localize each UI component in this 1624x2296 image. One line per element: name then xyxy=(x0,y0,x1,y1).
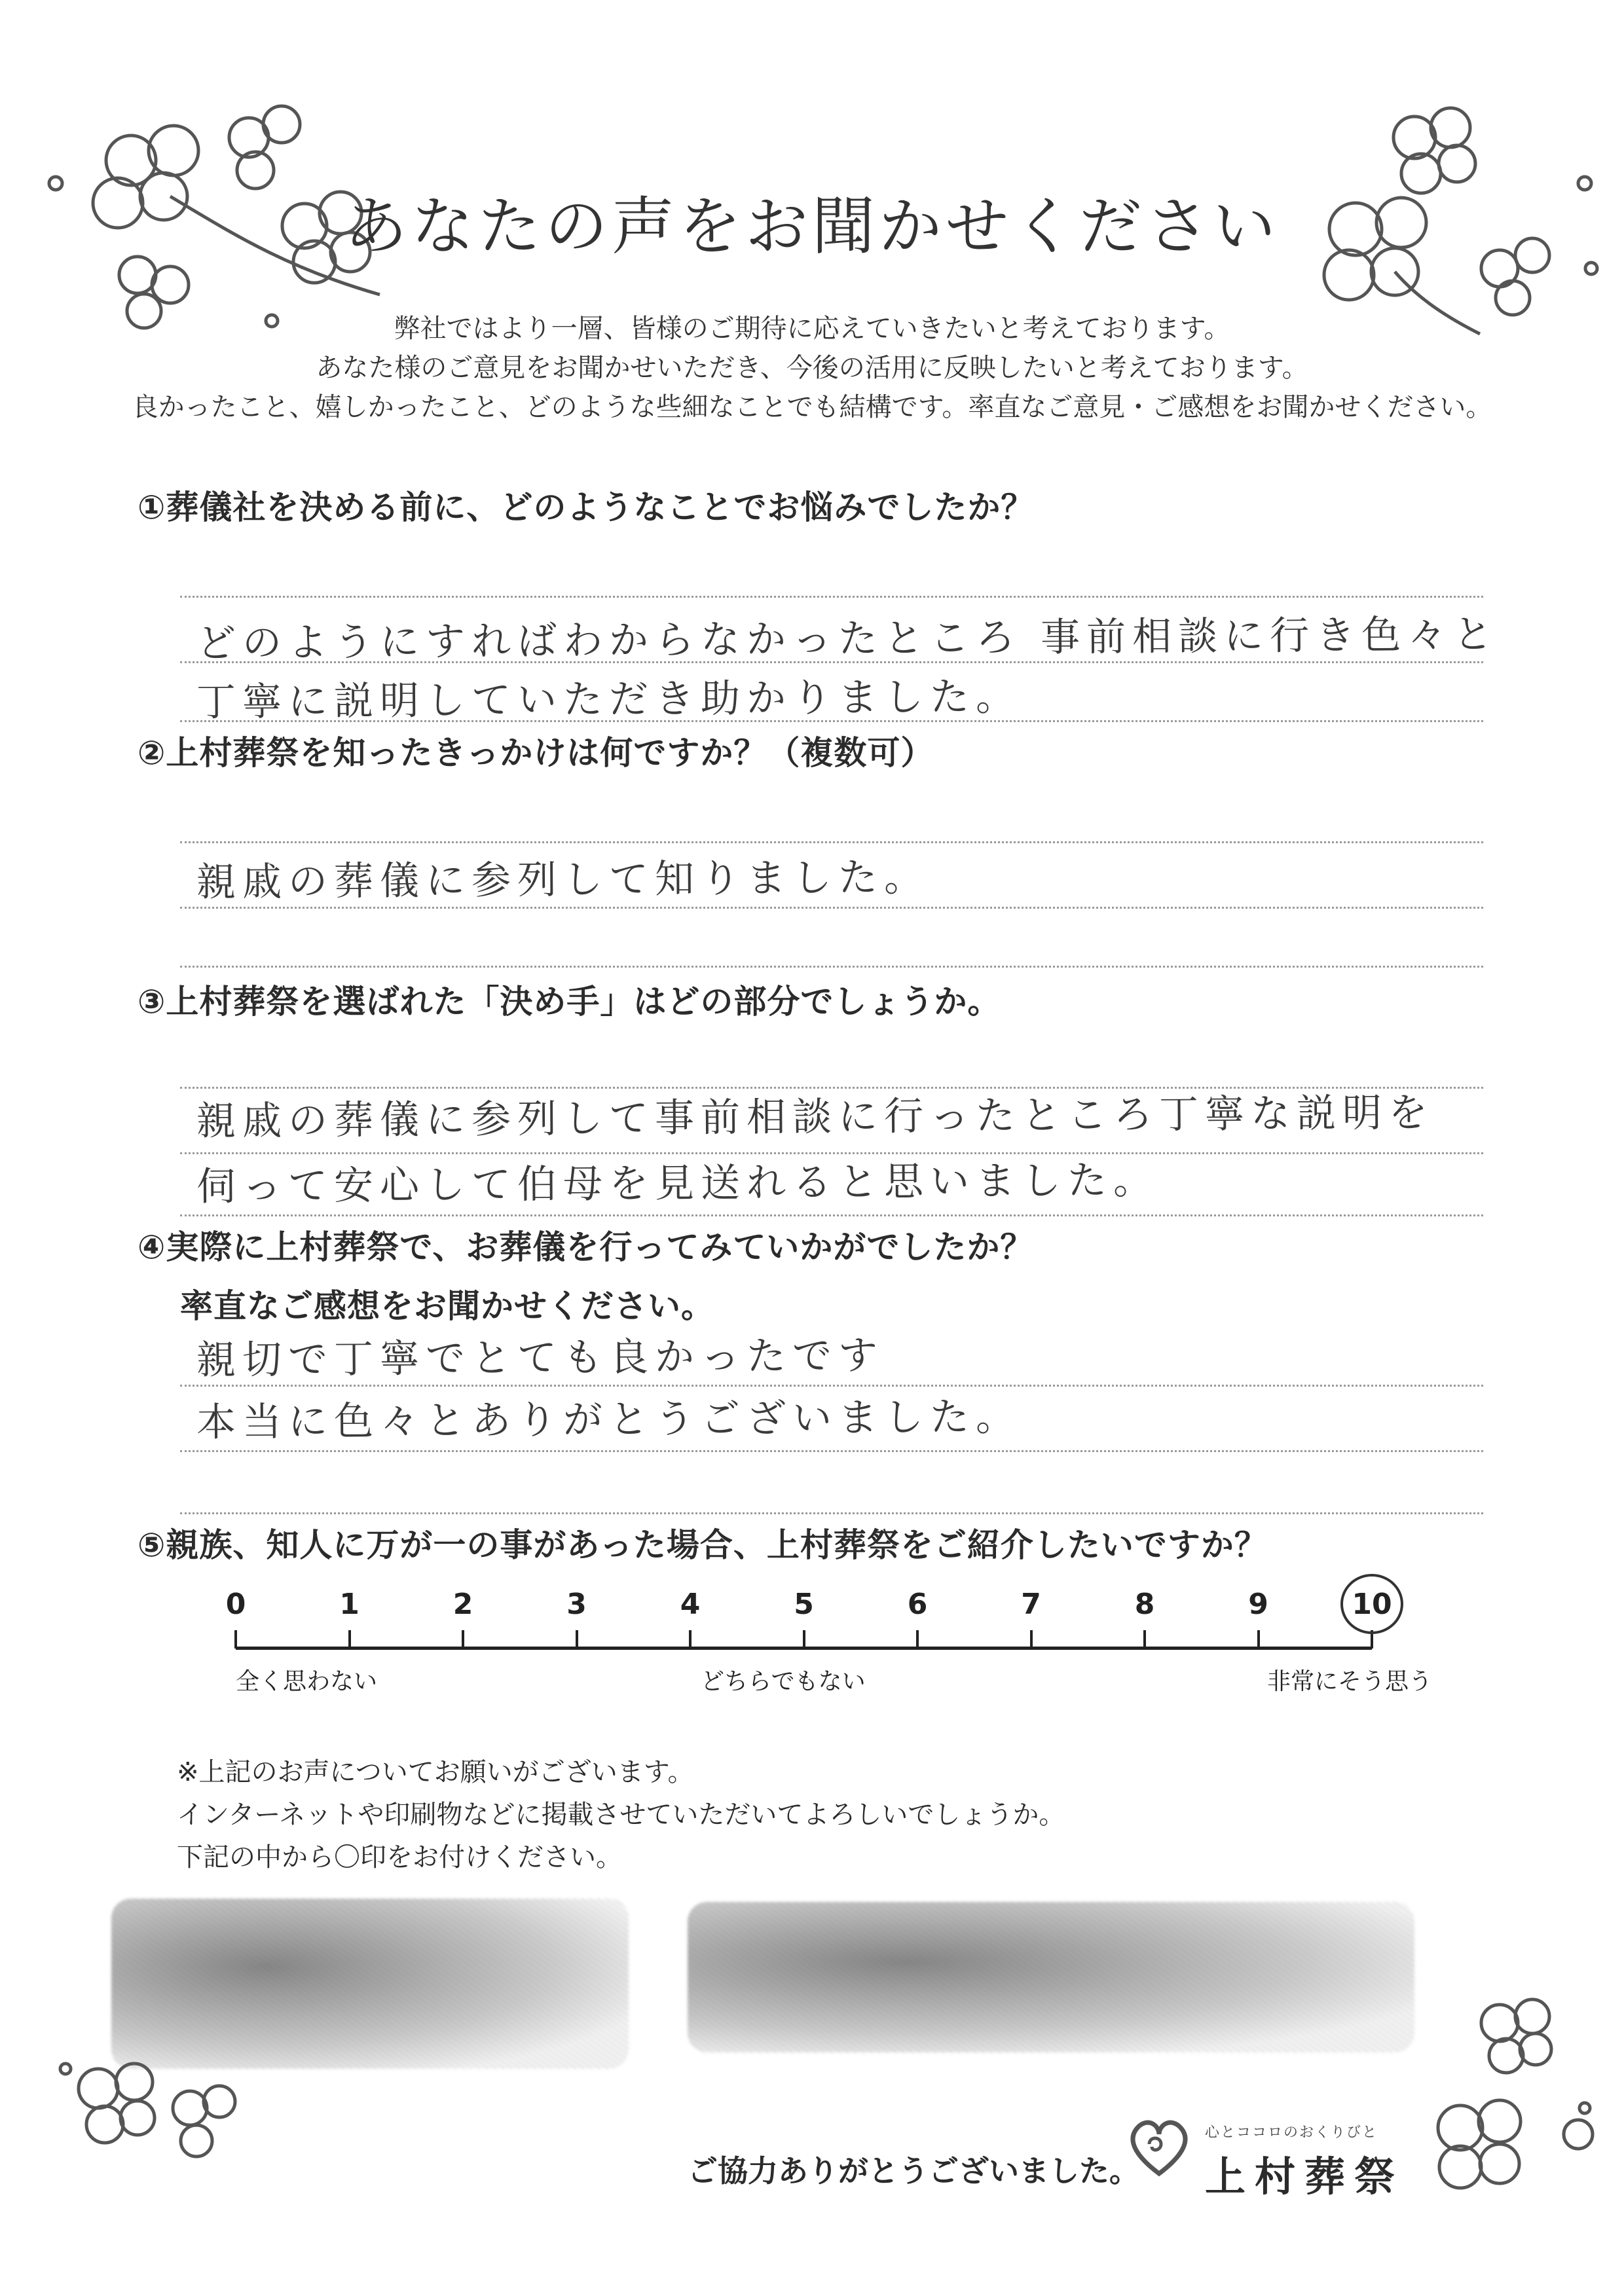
question-1-answer-line: 丁寧に説明していただき助かりました。 xyxy=(196,674,1022,725)
scale-tick xyxy=(348,1630,351,1649)
scale-left-label: 全く思わない xyxy=(236,1668,378,1695)
redacted-option-area xyxy=(111,1899,629,2069)
scale-tick xyxy=(689,1630,692,1649)
answer-rule xyxy=(180,1512,1483,1514)
answer-rule xyxy=(180,1214,1483,1216)
scale-tick xyxy=(803,1630,805,1649)
answer-rule xyxy=(180,907,1483,909)
redacted-option-area xyxy=(688,1902,1414,2052)
page-title: あなたの声をお聞かせください xyxy=(344,190,1280,263)
question-2-answer-line: 親戚の葬儀に参列して知りました。 xyxy=(196,854,931,905)
scale-number-4: 4 xyxy=(680,1588,701,1621)
intro-line: 良かったこと、嬉しかったこと、どのような些細なことでも結構です。率直なご意見・ご感想をお聞かせください。 xyxy=(132,392,1492,422)
question-4-answer-line: 本当に色々とありがとうございました。 xyxy=(196,1394,1022,1446)
scale-tick xyxy=(576,1630,578,1649)
selected-score-circle xyxy=(1336,1568,1408,1640)
scale-tick xyxy=(462,1630,464,1649)
heart-logo-icon xyxy=(1123,2111,1195,2183)
scale-tick xyxy=(1030,1630,1033,1649)
logo-name: 上村葬祭 xyxy=(1205,2153,1405,2200)
thank-you-message: ご協力ありがとうございました。 xyxy=(688,2153,1139,2189)
answer-rule xyxy=(180,661,1483,663)
question-1-answer-line: どのようにすればわからなかったところ 事前相談に行き色々と xyxy=(196,611,1500,666)
scale-number-9: 9 xyxy=(1248,1588,1268,1621)
scale-number-1: 1 xyxy=(339,1588,360,1621)
question-4-answer-line: 親切で丁寧でとても良かったです xyxy=(196,1332,885,1383)
question-4-label: ④実際に上村葬祭で、お葬儀を行ってみていかがでしたか？ xyxy=(138,1228,1034,1266)
scale-number-6: 6 xyxy=(907,1588,928,1621)
answer-rule xyxy=(180,720,1483,722)
question-3-answer-line: 親戚の葬儀に参列して事前相談に行ったところ丁寧な説明を xyxy=(196,1089,1435,1144)
answer-rule xyxy=(180,966,1483,968)
answer-rule xyxy=(180,841,1483,843)
scale-tick xyxy=(1257,1630,1260,1649)
scale-number-0: 0 xyxy=(225,1588,246,1621)
scale-number-8: 8 xyxy=(1134,1588,1155,1621)
note-line: ※上記のお声についてお願いがございます。 xyxy=(177,1757,694,1787)
scale-number-3: 3 xyxy=(566,1588,587,1621)
question-3-label: ③上村葬祭を選ばれた「決め手」はどの部分でしょうか。 xyxy=(138,983,1001,1021)
intro-line: あなた様のご意見をお聞かせいただき、今後の活用に反映したいと考えております。 xyxy=(316,353,1308,383)
scale-tick xyxy=(234,1630,237,1649)
scale-tick xyxy=(1143,1630,1146,1649)
scale-right-label: 非常にそう思う xyxy=(1267,1668,1433,1695)
intro-line: 弊社ではより一層、皆様のご期待に応えていきたいと考えております。 xyxy=(394,314,1230,344)
note-line: 下記の中から〇印をお付けください。 xyxy=(177,1842,622,1872)
scale-number-5: 5 xyxy=(794,1588,814,1621)
note-line: インターネットや印刷物などに掲載させていただいてよろしいでしょうか。 xyxy=(177,1800,1065,1830)
scale-number-7: 7 xyxy=(1021,1588,1041,1621)
question-5-label: ⑤親族、知人に万が一の事があった場合、上村葬祭をご紹介したいですか？ xyxy=(138,1526,1268,1564)
scale-mid-label: どちらでもない xyxy=(701,1668,866,1695)
question-4-sublabel: 率直なご感想をお聞かせください。 xyxy=(180,1287,714,1325)
scale-number-10: 10 xyxy=(1352,1588,1392,1621)
question-2-label: ②上村葬祭を知ったきっかけは何ですか？（複数可） xyxy=(138,734,934,772)
answer-rule xyxy=(180,596,1483,598)
scale-number-2: 2 xyxy=(452,1588,473,1621)
question-3-answer-line: 伺って安心して伯母を見送れると思いました。 xyxy=(196,1157,1160,1210)
clover-decoration-bottom-right xyxy=(1388,1984,1611,2206)
logo-tagline: 心とココロのおくりびと xyxy=(1205,2124,1378,2141)
answer-rule xyxy=(180,1450,1483,1452)
question-1-label: ①葬儀社を決める前に、どのようなことでお悩みでしたか？ xyxy=(138,488,1035,526)
scale-tick xyxy=(916,1630,919,1649)
